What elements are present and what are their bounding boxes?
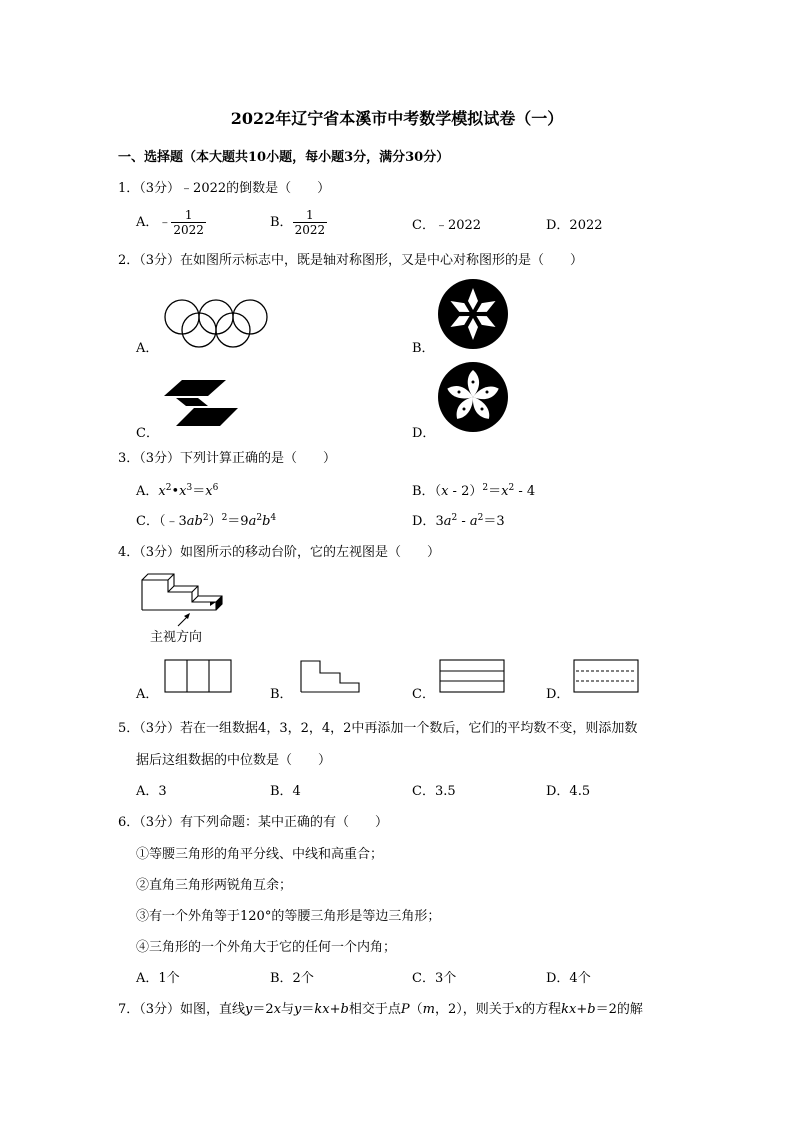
q2-option-d-label: D． — [412, 426, 436, 441]
q4-option-a-figure — [164, 659, 234, 695]
q5-option-c: C．3.5 — [412, 784, 456, 799]
q4-option-d-figure — [572, 659, 642, 695]
question-2-stem: 2．（3分）在如图所示标志中，既是轴对称图形，又是中心对称图形的是（ ） — [118, 253, 584, 268]
q6-option-b: B．2个 — [270, 971, 314, 986]
q6-proposition-2: ②直角三角形两锐角互余； — [136, 878, 293, 893]
q6-proposition-4: ④三角形的一个外角大于它的任何一个内角； — [136, 940, 397, 955]
q3-option-c: C．$(﹣3ab^2)^2=9a^2b^4$ — [136, 513, 277, 529]
question-4-stem: 4．（3分）如图所示的移动台阶，它的左视图是（ ） — [118, 545, 441, 560]
q1-option-b: B． $\frac{1}{2022}$ — [270, 208, 326, 237]
q5-option-b: B．4 — [270, 784, 301, 799]
q6-proposition-1: ①等腰三角形的角平分线、中线和高重合； — [136, 847, 384, 862]
q3-option-d: D．$3a^2 - a^2=3$ — [412, 513, 505, 529]
q6-proposition-3: ③有一个外角等于120°的等腰三角形是等边三角形； — [136, 909, 441, 924]
q3-option-b: B．$(x - 2)^2=x^2 - 4$ — [412, 483, 536, 499]
q4-option-b-figure — [298, 659, 364, 695]
q1-option-c: C．﹣2022 — [412, 218, 482, 233]
section-heading: 一、选择题（本大题共10小题，每小题3分，满分30分） — [118, 150, 450, 165]
q2-option-c-label: C． — [136, 426, 159, 441]
q1-option-a: A．﹣ $\frac{1}{2022}$ — [136, 208, 204, 237]
q4-option-c-figure — [438, 659, 508, 695]
q4-option-b-label: B． — [270, 687, 293, 702]
question-1-stem: 1．（3分）﹣2022的倒数是（ ） — [118, 181, 331, 196]
rhombus-star-logo — [437, 278, 509, 350]
question-6-stem: 6．（3分）有下列命题：某中正确的有（ ） — [118, 815, 389, 830]
view-direction-caption: 主视方向 — [150, 630, 203, 645]
q4-option-c-label: C． — [412, 687, 435, 702]
page-title: 2022年辽宁省本溪市中考数学模拟试卷（一） — [230, 109, 564, 128]
olympic-rings-logo — [160, 298, 272, 350]
q6-option-d: D．4个 — [546, 971, 591, 986]
q2-option-a-label: A． — [136, 341, 159, 356]
q6-option-a: A．1个 — [136, 971, 180, 986]
q5-option-d: D．4.5 — [546, 784, 591, 799]
s-logo — [164, 378, 238, 428]
q5-option-a: A．3 — [136, 784, 167, 799]
q6-option-c: C．3个 — [412, 971, 457, 986]
q1-option-d: D．2022 — [546, 218, 603, 233]
question-3-stem: 3．（3分）下列计算正确的是（ ） — [118, 451, 337, 466]
fraction: $\frac{1}{2022}$ — [173, 208, 204, 237]
q4-option-a-label: A． — [136, 687, 159, 702]
q2-option-b-label: B． — [412, 341, 435, 356]
question-5-stem-line1: 5．（3分）若在一组数据4，3，2，4，2中再添加一个数后，它们的平均数不变，则添加数 — [118, 721, 638, 736]
question-5-stem-line2: 据后这组数据的中位数是（ ） — [136, 753, 332, 768]
fraction: $\frac{1}{2022}$ — [294, 208, 326, 237]
bauhinia-logo — [437, 361, 509, 433]
step-solid-figure — [140, 566, 224, 628]
question-7-stem: 7．（3分）如图，直线y＝2x与y＝kx+b相交于点P（m，2），则关于x的方程kx+b＝2的解 — [118, 1002, 643, 1017]
q3-option-a: A．$x^2•x^3=x^6$ — [136, 483, 219, 499]
q4-option-d-label: D． — [546, 687, 570, 702]
